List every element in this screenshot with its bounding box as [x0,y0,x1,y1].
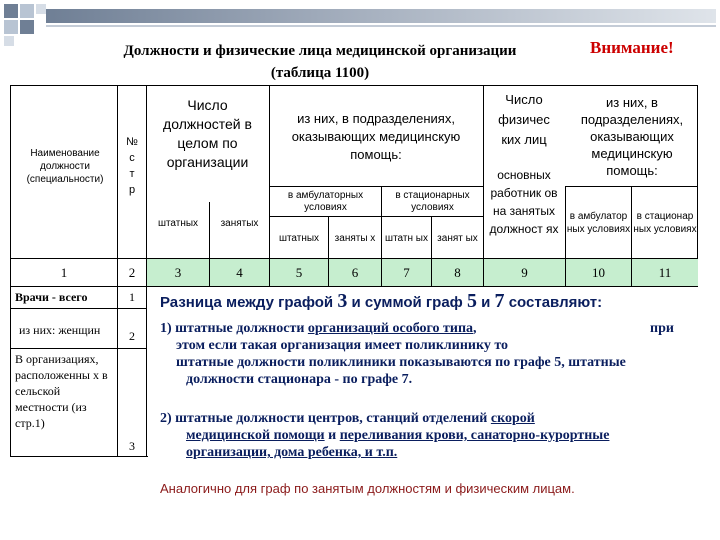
slide-title [60,40,580,84]
header-row-number-char: т [129,168,135,180]
popup-col-c: 7 [494,290,505,312]
popup-item2-link2[interactable]: переливания крови, санаторно-курортные [339,428,610,443]
popup-item1-pre: 1) штатные должности [160,321,305,336]
column-number: 3 [174,264,182,280]
column-number: 7 [403,264,410,280]
attention-label: Внимание! [590,38,674,57]
column-number: 11 [658,264,672,280]
decor-square [4,20,18,34]
column-number: 9 [521,264,528,280]
decor-square [20,20,34,34]
popup-heading-pre: Разница между графой [160,294,334,311]
header-ambulatory: в амбулаторных условиях [287,189,364,213]
popup-item2-link1b[interactable]: медицинской помощи [186,428,325,443]
header-occupied-amb: заняты х [334,233,376,244]
header-staff: штатных [157,217,199,229]
column-number: 10 [592,264,605,280]
header-row-number-char: № [126,136,138,148]
header-persons: Число физичес ких лиц [498,92,550,147]
header-total-positions: Число должностей в целом по организации [163,97,252,170]
popup-item2-pre: 2) штатные должности центров, станций отделений [160,411,488,426]
popup-col-a: 3 [337,290,348,312]
popup-item1-comma: , [473,321,477,336]
header-staff-inp: штатн ых [385,233,428,244]
popup-heading [160,290,602,313]
column-number: 6 [351,264,359,280]
row-number: 1 [129,290,135,304]
popup-col-b: 5 [466,290,477,312]
column-number: 5 [295,264,303,280]
header-row-number-char: с [129,152,135,164]
header-persons-subdivisions: из них, в подразделениях, оказывающих медицинскую помощь: [580,94,684,178]
popup-note: Аналогично для граф по занятым должностям и физическим лицам. [160,481,575,496]
popup-item1-link[interactable]: организаций особого типа [307,321,474,336]
header-row-number [118,126,146,206]
decor-square [4,36,14,46]
header-inpatient: в стационарных условиях [395,189,470,213]
header-row-number-char: р [128,184,136,196]
header-staff-amb: штатных [278,232,320,244]
popup-item2-line2 [186,427,700,444]
row-number: 3 [129,438,135,453]
header-name: Наименование должности (специальности) [26,147,104,185]
popup-item1-when: при [650,321,674,336]
decor-square [36,4,46,14]
slide-title-line2: (таблица 1100) [270,65,370,81]
popup-heading-post: составляют: [508,294,603,311]
row-label-women: из них: женщин [19,322,101,337]
header-bar [46,9,716,23]
decor-square [4,4,18,18]
column-number: 1 [60,264,68,280]
header-persons-sub: основных работник ов на занятых должност ях [489,168,559,236]
popup-item1-line3: штатные должности поликлиники показываются по графе 5, штатные [176,355,626,370]
popup-item2-line3: организации, дома ребенка, и т.п. [186,445,398,460]
row-label-rural: В организациях, расположенны х в сельской местности (из стр.1) [15,352,108,430]
column-number: 2 [128,264,136,280]
header-persons-inp: в стационар ных условиях [633,211,697,235]
row-number: 2 [129,328,135,343]
header-occupied-inp: занят ых [437,233,478,244]
popup-item1-line1 [160,320,700,337]
header-occupied: занятых [220,217,259,229]
popup-item2-and: и [328,428,337,443]
header-subdivisions: из них, в подразделениях, оказывающих медицинскую помощь: [291,111,461,162]
decor-square [20,4,34,18]
popup-item1-line4: должности стационара - по графе 7. [186,372,413,387]
column-number: 4 [236,264,243,280]
popup-item2-line1 [160,410,700,427]
header-persons-amb: в амбулатор ных условиях [566,211,631,235]
popup-item2-link1a[interactable]: скорой [490,411,535,426]
popup-item1-line2: этом если такая организация имеет поликлинику то [176,338,509,353]
slide-title-line1: Должности и физические лица медицинской организации [123,43,517,59]
row-label-doctors-total: Врачи - всего [15,290,88,304]
header-line [46,25,716,27]
popup-heading-mid: и суммой граф [351,294,463,311]
column-number: 8 [454,264,461,280]
popup-heading-and: и [481,294,491,311]
